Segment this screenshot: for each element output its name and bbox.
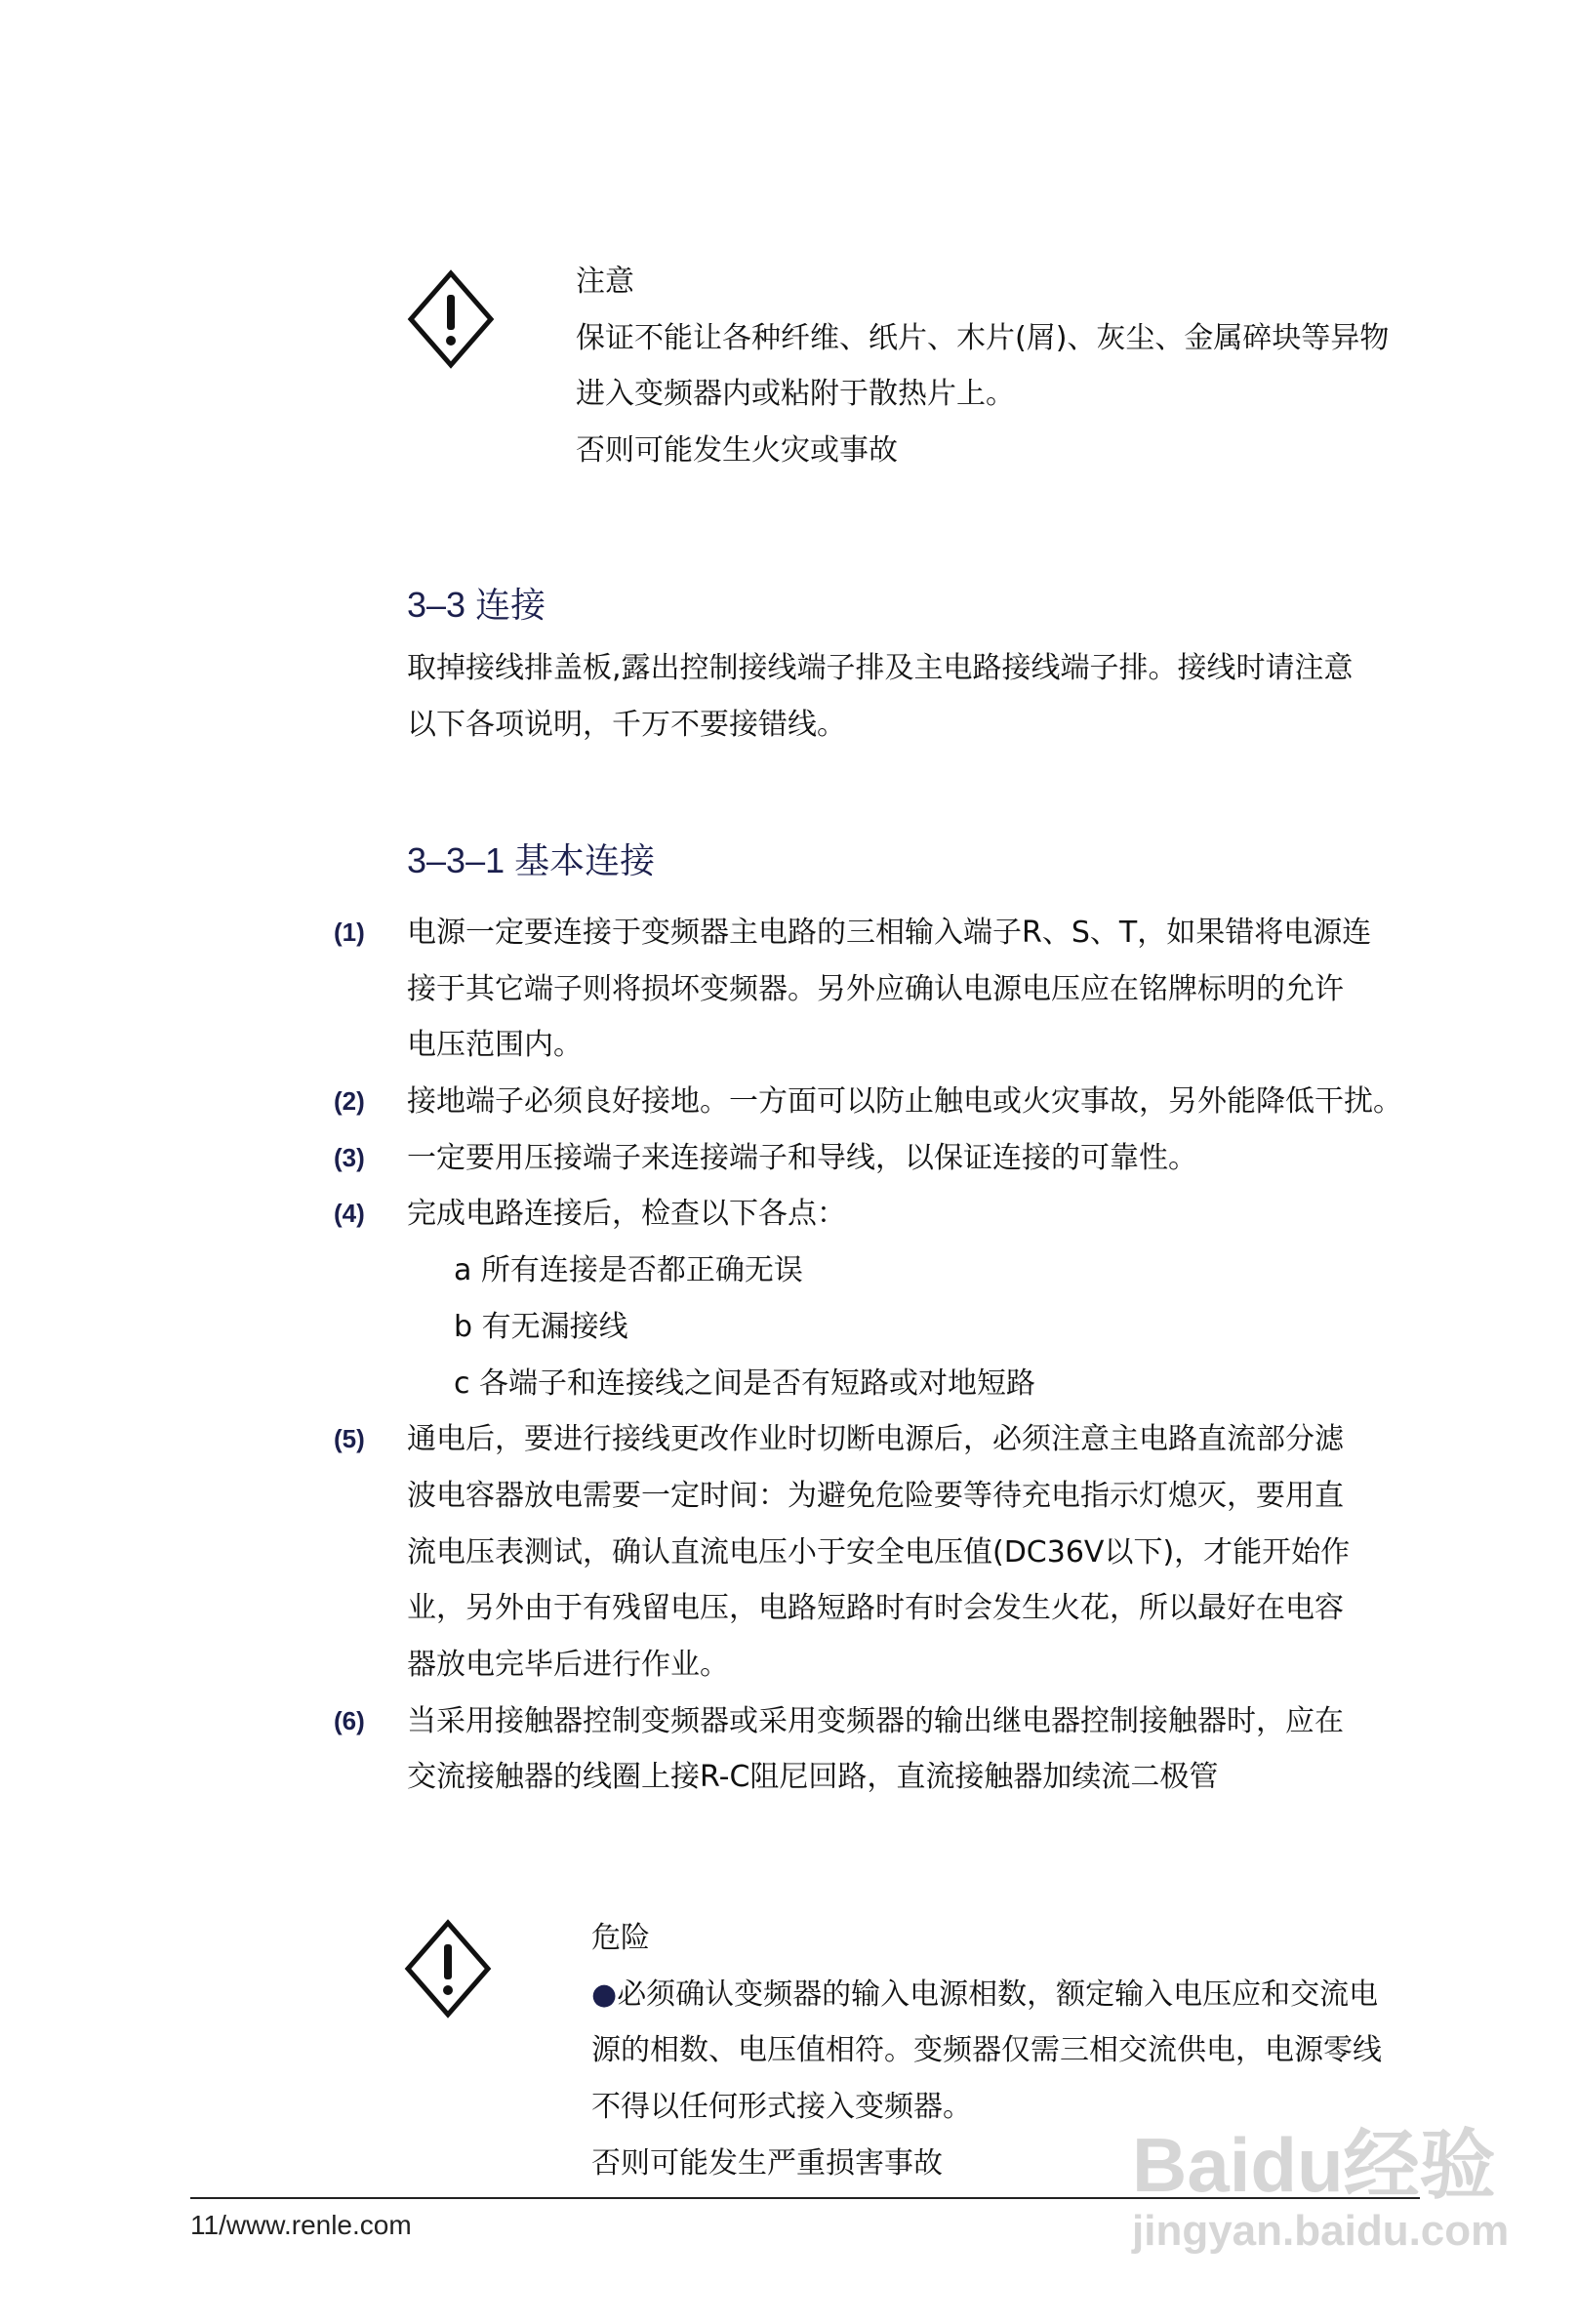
item-number: (4) [334,1199,365,1229]
item-number: (6) [334,1705,365,1735]
item-line: 接于其它端子则将损坏变频器。另外应确认电源电压应在铭牌标明的允许 [407,971,1344,1006]
watermark-url: jingyan.baidu.com [1132,2207,1510,2255]
numbered-list [334,905,1402,1806]
caution-line: 进入变频器内或粘附于散热片上。 [576,377,1015,412]
paragraph-line: 以下各项说明，千万不要接错线。 [407,707,846,742]
item-line: 电压范围内。 [407,1028,583,1063]
item-line: 一定要用压接端子来连接端子和导线，以保证连接的可靠性。 [407,1140,1197,1175]
danger-line: 不得以任何形式接入变频器。 [591,2090,972,2125]
item-line: 完成电路连接后，检查以下各点： [407,1197,846,1232]
item-line: 器放电完毕后进行作业。 [407,1647,729,1682]
caution-line: 否则可能发生火灾或事故 [576,433,898,469]
item-line: 流电压表测试，确认直流电压小于安全电压值(DC36V以下)，才能开始作 [407,1534,1351,1570]
item-line: 业，另外由于有残留电压，电路短路时有时会发生火花，所以最好在电容 [407,1591,1344,1626]
item-number: (2) [334,1086,365,1117]
sub-item: a 所有连接是否都正确无误 [454,1253,803,1288]
danger-line [591,1967,1382,2023]
caution-notice [576,254,1389,479]
item-number: (3) [334,1142,365,1172]
item-line: 接地端子必须良好接地。一方面可以防止触电或火灾事故，另外能降低干扰。 [407,1084,1402,1120]
footer-page-url: 11/www.renle.com [190,2210,412,2240]
danger-text: 必须确认变频器的输入电源相数，额定输入电压应和交流电 [617,1977,1379,2012]
list-item [334,905,1402,1074]
danger-line: 源的相数、电压值相符。变频器仅需三相交流供电，电源零线 [591,2033,1382,2068]
danger-title: 危险 [591,1921,650,1955]
item-line: 交流接触器的线圈上接R-C阻尼回路，直流接触器加续流二极管 [407,1760,1219,1795]
danger-line: 否则可能发生严重损害事故 [591,2145,943,2181]
list-item [334,1130,1402,1187]
item-line: 波电容器放电需要一定时间：为避免危险要等待充电指示灯熄灭，要用直 [407,1478,1344,1513]
subsection-heading: 3–3–1 基本连接 [407,840,656,880]
section-heading: 3–3 连接 [407,585,546,625]
bullet-icon: ● [591,1977,618,2012]
list-item [334,1411,1402,1692]
item-line: 电源一定要连接于变频器主电路的三相输入端子R、S、T，如果错将电源连 [407,916,1372,950]
item-line: 当采用接触器控制变频器或采用变频器的输出继电器控制接触器时，应在 [407,1703,1344,1738]
list-item [334,1693,1402,1806]
list-item [334,1074,1402,1130]
caution-title: 注意 [576,265,634,299]
sub-item: c 各端子和连接线之间是否有短路或对地短路 [454,1366,1036,1401]
sub-item: b 有无漏接线 [454,1309,628,1344]
item-line: 通电后，要进行接线更改作业时切断电源后，必须注意主电路直流部分滤 [407,1422,1344,1457]
caution-icon [407,269,495,369]
paragraph-line: 取掉接线排盖板,露出控制接线端子排及主电路接线端子排。接线时请注意 [407,651,1354,685]
danger-icon [404,1919,492,2018]
section-paragraph [407,640,1354,753]
baidu-watermark [1132,2123,1509,2256]
caution-line: 保证不能让各种纤维、纸片、木片(屑)、灰尘、金属碎块等异物 [576,320,1390,355]
watermark-brand: Baidu经验 [1132,2122,1496,2208]
list-item [334,1186,1402,1411]
item-number: (1) [334,917,365,947]
item-number: (5) [334,1424,365,1454]
